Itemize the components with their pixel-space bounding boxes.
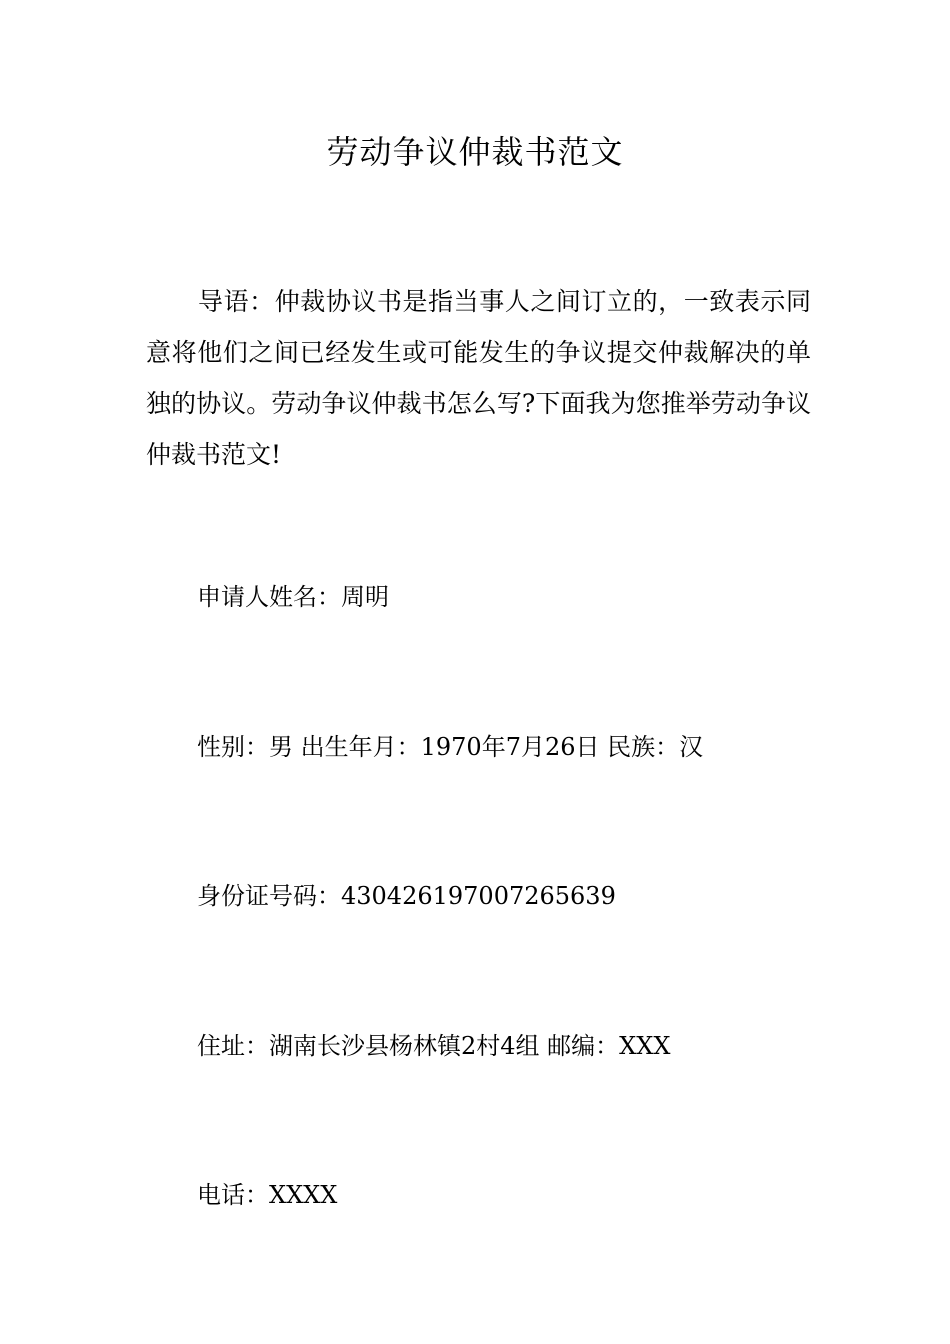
document-title: 劳动争议仲裁书范文 (326, 133, 624, 171)
gender-birth-ethnicity-line: 性别：男 出生年月：1970年7月26日 民族：汉 (197, 733, 704, 761)
id-number-line: 身份证号码：430426197007265639 (197, 882, 616, 910)
phone-line: 电话：XXXX (197, 1181, 338, 1209)
intro-paragraph: 导语：仲裁协议书是指当事人之间订立的，一致表示同意将他们之间已经发生或可能发生的争议提交仲裁解决的单独的协议。劳动争议仲裁书怎么写?下面我为您推举劳动争议仲裁书范文! (146, 287, 811, 469)
address-postcode-line: 住址：湖南长沙县杨林镇2村4组 邮编：XXX (197, 1032, 671, 1060)
applicant-name-line: 申请人姓名：周明 (197, 583, 389, 611)
